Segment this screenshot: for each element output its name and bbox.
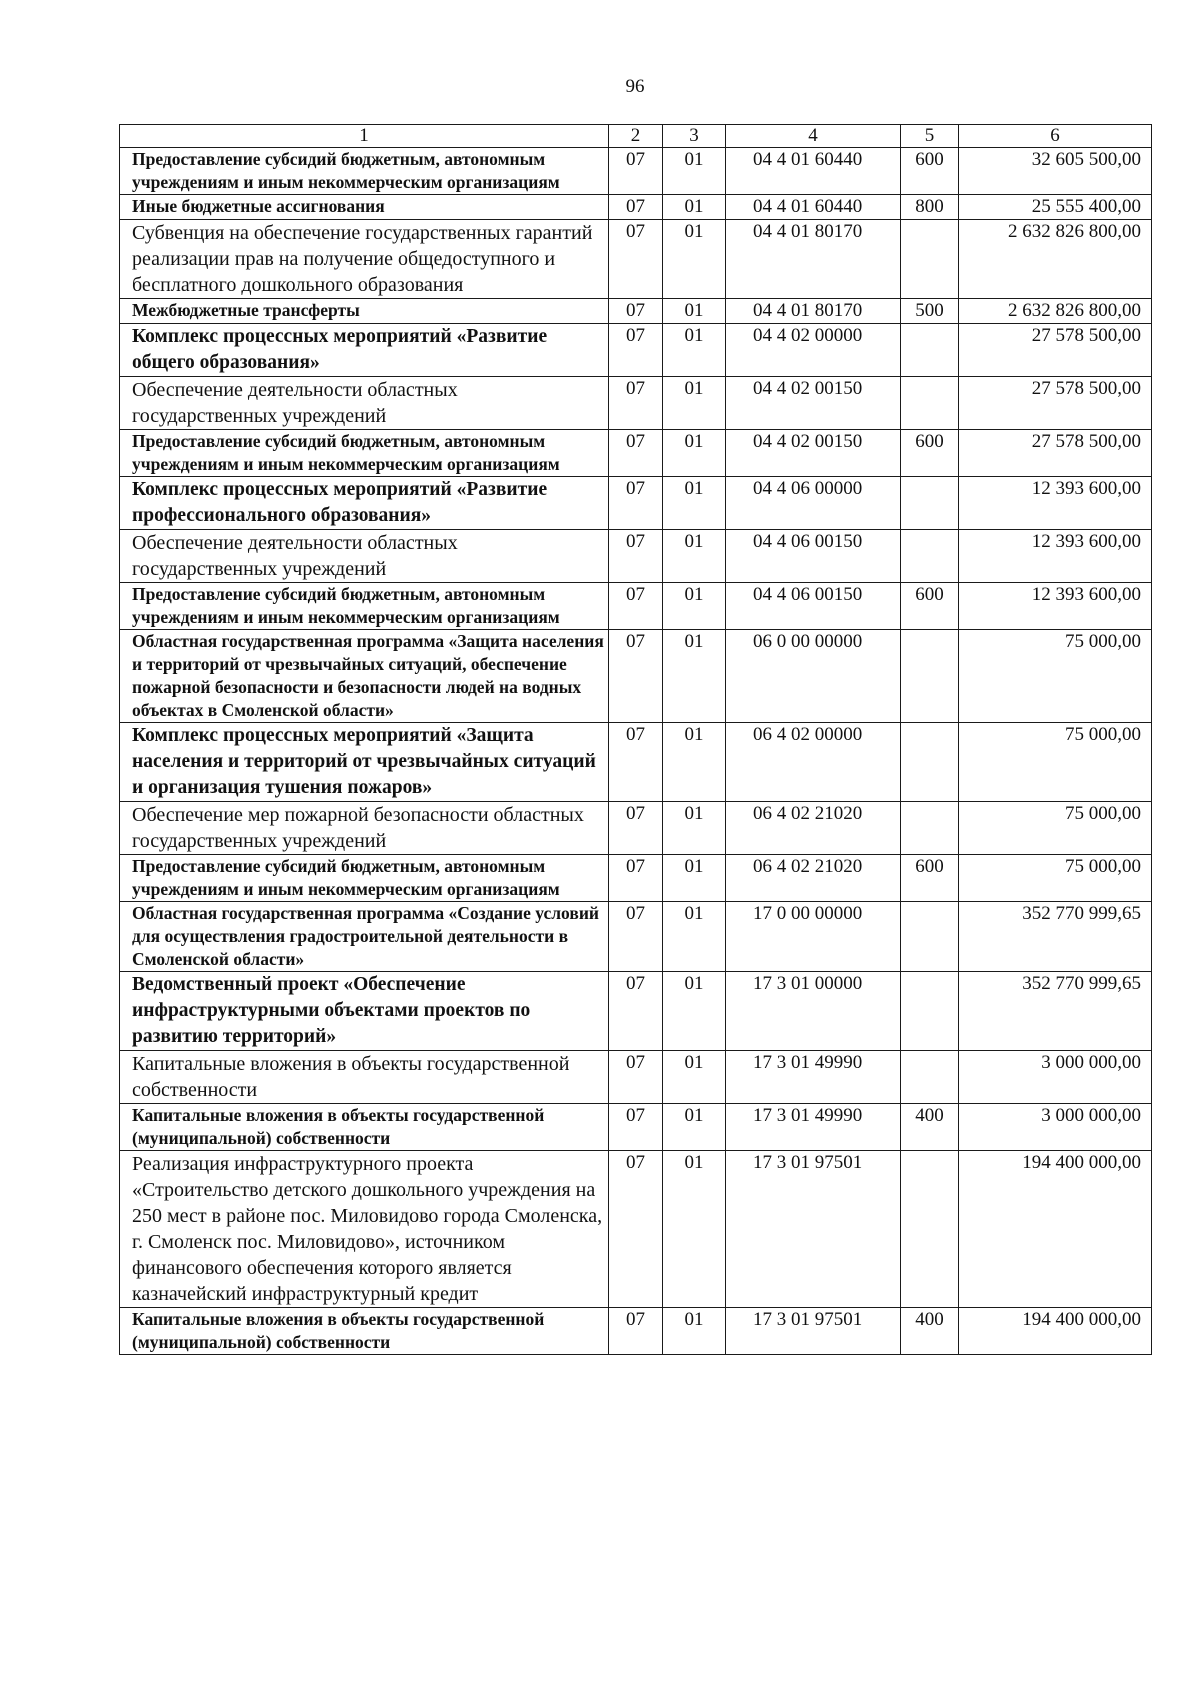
target-article-code: 17 3 01 49990	[726, 1104, 901, 1151]
amount: 27 578 500,00	[959, 324, 1152, 377]
expense-type-code	[901, 324, 959, 377]
table-row	[120, 630, 1152, 723]
subsection-code: 01	[663, 477, 726, 530]
row-name: Комплекс процессных мероприятий «Развитие общего образования»	[120, 324, 609, 377]
row-name: Капитальные вложения в объекты государственной собственности	[120, 1051, 609, 1104]
amount: 12 393 600,00	[959, 530, 1152, 583]
section-code: 07	[609, 855, 663, 902]
amount: 75 000,00	[959, 630, 1152, 723]
amount: 194 400 000,00	[959, 1151, 1152, 1308]
amount: 25 555 400,00	[959, 195, 1152, 220]
expense-type-code	[901, 630, 959, 723]
row-name: Ведомственный проект «Обеспечение инфраструктурными объектами проектов по развитию территорий»	[120, 972, 609, 1051]
subsection-code: 01	[663, 530, 726, 583]
target-article-code: 17 3 01 97501	[726, 1308, 901, 1355]
row-name: Предоставление субсидий бюджетным, автономным учреждениям и иным некоммерческим организациям	[120, 583, 609, 630]
target-article-code: 17 3 01 00000	[726, 972, 901, 1051]
target-article-code: 04 4 02 00150	[726, 377, 901, 430]
header-row	[120, 125, 1152, 148]
subsection-code: 01	[663, 855, 726, 902]
amount: 3 000 000,00	[959, 1051, 1152, 1104]
section-code: 07	[609, 430, 663, 477]
table-row	[120, 195, 1152, 220]
subsection-code: 01	[663, 1151, 726, 1308]
table-row	[120, 1151, 1152, 1308]
row-name: Межбюджетные трансферты	[120, 299, 609, 324]
row-name: Обеспечение деятельности областных государственных учреждений	[120, 377, 609, 430]
header-col-3: 3	[663, 125, 726, 148]
section-code: 07	[609, 1151, 663, 1308]
header-col-1: 1	[120, 125, 609, 148]
subsection-code: 01	[663, 299, 726, 324]
target-article-code: 06 4 02 21020	[726, 855, 901, 902]
subsection-code: 01	[663, 902, 726, 972]
section-code: 07	[609, 902, 663, 972]
table-row	[120, 1051, 1152, 1104]
expense-type-code	[901, 1051, 959, 1104]
section-code: 07	[609, 220, 663, 299]
expense-type-code	[901, 723, 959, 802]
table-body	[120, 148, 1152, 1355]
section-code: 07	[609, 1051, 663, 1104]
subsection-code: 01	[663, 1308, 726, 1355]
subsection-code: 01	[663, 324, 726, 377]
amount: 75 000,00	[959, 855, 1152, 902]
target-article-code: 04 4 02 00150	[726, 430, 901, 477]
expense-type-code: 600	[901, 430, 959, 477]
expense-type-code	[901, 902, 959, 972]
expense-type-code: 500	[901, 299, 959, 324]
table-row	[120, 299, 1152, 324]
row-name: Иные бюджетные ассигнования	[120, 195, 609, 220]
table-row	[120, 855, 1152, 902]
target-article-code: 06 0 00 00000	[726, 630, 901, 723]
subsection-code: 01	[663, 630, 726, 723]
target-article-code: 04 4 02 00000	[726, 324, 901, 377]
amount: 75 000,00	[959, 723, 1152, 802]
section-code: 07	[609, 583, 663, 630]
amount: 27 578 500,00	[959, 377, 1152, 430]
table-row	[120, 148, 1152, 195]
expense-type-code	[901, 1151, 959, 1308]
amount: 75 000,00	[959, 802, 1152, 855]
subsection-code: 01	[663, 220, 726, 299]
target-article-code: 17 3 01 97501	[726, 1151, 901, 1308]
subsection-code: 01	[663, 802, 726, 855]
expense-type-code	[901, 477, 959, 530]
target-article-code: 04 4 06 00150	[726, 530, 901, 583]
row-name: Реализация инфраструктурного проекта «Строительство детского дошкольного учреждения на 250 мест в районе пос. Миловидово города Смоленска, г. Смоленск пос. Миловидово», источником финансового обеспечения которого является казначейский инфраструктурный кредит	[120, 1151, 609, 1308]
subsection-code: 01	[663, 583, 726, 630]
target-article-code: 04 4 06 00000	[726, 477, 901, 530]
row-name: Областная государственная программа «Создание условий для осуществления градостроительной деятельности в Смоленской области»	[120, 902, 609, 972]
amount: 12 393 600,00	[959, 477, 1152, 530]
row-name: Субвенция на обеспечение государственных гарантий реализации прав на получение общедоступного и бесплатного дошкольного образования	[120, 220, 609, 299]
page-number: 96	[625, 76, 645, 97]
amount: 2 632 826 800,00	[959, 220, 1152, 299]
subsection-code: 01	[663, 972, 726, 1051]
table-row	[120, 902, 1152, 972]
header-col-2: 2	[609, 125, 663, 148]
row-name: Предоставление субсидий бюджетным, автономным учреждениям и иным некоммерческим организациям	[120, 855, 609, 902]
target-article-code: 04 4 06 00150	[726, 583, 901, 630]
target-article-code: 04 4 01 80170	[726, 220, 901, 299]
table-row	[120, 972, 1152, 1051]
row-name: Комплекс процессных мероприятий «Защита населения и территорий от чрезвычайных ситуаций и организация тушения пожаров»	[120, 723, 609, 802]
section-code: 07	[609, 530, 663, 583]
section-code: 07	[609, 723, 663, 802]
table-row	[120, 377, 1152, 430]
table-row	[120, 324, 1152, 377]
target-article-code: 06 4 02 00000	[726, 723, 901, 802]
expense-type-code	[901, 802, 959, 855]
expense-type-code	[901, 377, 959, 430]
table-row	[120, 802, 1152, 855]
section-code: 07	[609, 377, 663, 430]
target-article-code: 17 3 01 49990	[726, 1051, 901, 1104]
expense-type-code	[901, 972, 959, 1051]
expense-type-code	[901, 530, 959, 583]
header-col-5: 5	[901, 125, 959, 148]
target-article-code: 04 4 01 80170	[726, 299, 901, 324]
table-row	[120, 430, 1152, 477]
subsection-code: 01	[663, 195, 726, 220]
section-code: 07	[609, 195, 663, 220]
expense-type-code	[901, 220, 959, 299]
budget-table	[119, 124, 1152, 1355]
subsection-code: 01	[663, 1051, 726, 1104]
header-col-6: 6	[959, 125, 1152, 148]
section-code: 07	[609, 299, 663, 324]
table-row	[120, 220, 1152, 299]
row-name: Обеспечение деятельности областных государственных учреждений	[120, 530, 609, 583]
row-name: Комплекс процессных мероприятий «Развитие профессионального образования»	[120, 477, 609, 530]
amount: 12 393 600,00	[959, 583, 1152, 630]
table-row	[120, 723, 1152, 802]
header-col-4: 4	[726, 125, 901, 148]
table-row	[120, 1308, 1152, 1355]
section-code: 07	[609, 972, 663, 1051]
amount: 27 578 500,00	[959, 430, 1152, 477]
target-article-code: 17 0 00 00000	[726, 902, 901, 972]
amount: 2 632 826 800,00	[959, 299, 1152, 324]
table-row	[120, 1104, 1152, 1151]
amount: 352 770 999,65	[959, 902, 1152, 972]
section-code: 07	[609, 324, 663, 377]
target-article-code: 04 4 01 60440	[726, 195, 901, 220]
amount: 3 000 000,00	[959, 1104, 1152, 1151]
target-article-code: 04 4 01 60440	[726, 148, 901, 195]
section-code: 07	[609, 802, 663, 855]
row-name: Капитальные вложения в объекты государственной (муниципальной) собственности	[120, 1308, 609, 1355]
subsection-code: 01	[663, 1104, 726, 1151]
amount: 352 770 999,65	[959, 972, 1152, 1051]
target-article-code: 06 4 02 21020	[726, 802, 901, 855]
section-code: 07	[609, 630, 663, 723]
section-code: 07	[609, 1308, 663, 1355]
row-name: Областная государственная программа «Защита населения и территорий от чрезвычайных ситуаций, обеспечение пожарной безопасности и безопасности людей на водных объектах в Смоленской области»	[120, 630, 609, 723]
row-name: Предоставление субсидий бюджетным, автономным учреждениям и иным некоммерческим организациям	[120, 148, 609, 195]
row-name: Предоставление субсидий бюджетным, автономным учреждениям и иным некоммерческим организациям	[120, 430, 609, 477]
table-row	[120, 583, 1152, 630]
subsection-code: 01	[663, 430, 726, 477]
amount: 194 400 000,00	[959, 1308, 1152, 1355]
expense-type-code: 600	[901, 148, 959, 195]
table-row	[120, 530, 1152, 583]
row-name: Капитальные вложения в объекты государственной (муниципальной) собственности	[120, 1104, 609, 1151]
section-code: 07	[609, 1104, 663, 1151]
section-code: 07	[609, 477, 663, 530]
subsection-code: 01	[663, 723, 726, 802]
table-row	[120, 477, 1152, 530]
subsection-code: 01	[663, 148, 726, 195]
section-code: 07	[609, 148, 663, 195]
expense-type-code: 400	[901, 1308, 959, 1355]
expense-type-code: 400	[901, 1104, 959, 1151]
expense-type-code: 800	[901, 195, 959, 220]
amount: 32 605 500,00	[959, 148, 1152, 195]
expense-type-code: 600	[901, 583, 959, 630]
subsection-code: 01	[663, 377, 726, 430]
expense-type-code: 600	[901, 855, 959, 902]
row-name: Обеспечение мер пожарной безопасности областных государственных учреждений	[120, 802, 609, 855]
